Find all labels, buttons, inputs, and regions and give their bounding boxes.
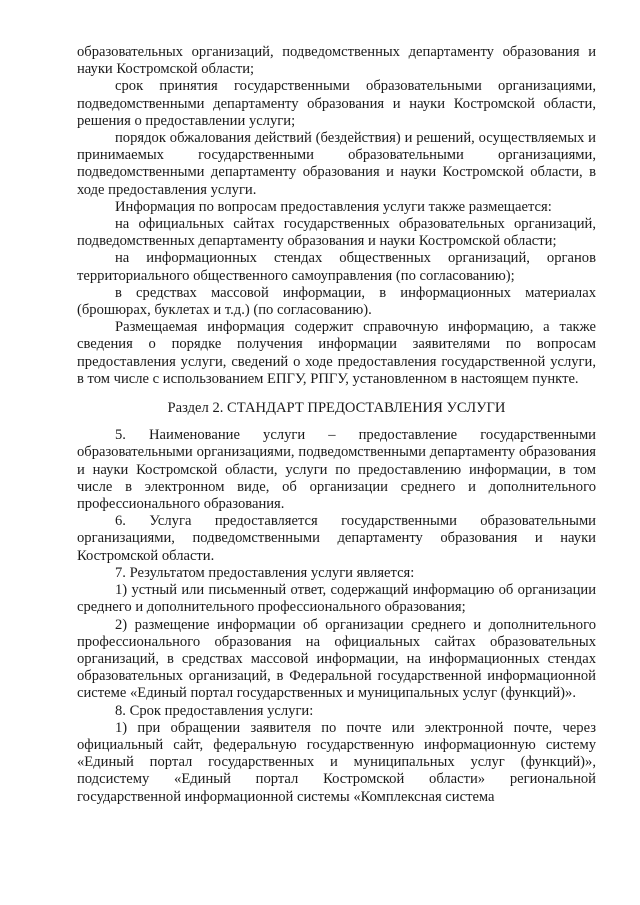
paragraph-decision-term: срок принятия государственными образовательными организациями, подведомственными департаменту образования и науки Костромской области, решения о предоставлении услуги; [77,78,596,129]
paragraph-info-stands: на информационных стендах общественных организаций, органов территориального общественного самоуправления (по согласованию); [77,250,596,284]
paragraph-item-6: 6. Услуга предоставляется государственными образовательными организациями, подведомственными департаменту образования и науки Костромской области. [77,513,596,564]
paragraph-mass-media: в средствах массовой информации, в информационных материалах (брошюрах, буклетах и т.д.) (по согласованию). [77,284,596,319]
paragraph-continued: образовательных организаций, подведомственных департаменту образования и науки Костромской области; [77,44,596,78]
paragraph-item-5: 5. Наименование услуги – предоставление государственными образовательными организациями, подведомственными департаменту образования и науки Костромской области, услуги по предоставлению информации, в том числе в электронном виде, об организации среднего и дополнительного профессионального образования. [77,427,596,513]
section-heading: Раздел 2. СТАНДАРТ ПРЕДОСТАВЛЕНИЯ УСЛУГИ [167,400,506,417]
document-page [77,44,596,806]
paragraph-info-placement: Информация по вопросам предоставления услуги также размещается: [115,198,552,215]
paragraph-item-8: 8. Срок предоставления услуги: [115,702,314,719]
paragraph-item-7-1: 1) устный или письменный ответ, содержащий информацию об организации среднего и дополнительного профессионального образования; [77,582,596,616]
paragraph-official-sites: на официальных сайтах государственных образовательных организаций, подведомственных департаменту образования и науки Костромской области; [77,216,596,250]
paragraph-item-7-2: 2) размещение информации об организации среднего и дополнительного профессионального образования на официальных сайтах образовательных организаций, в средствах массовой информации, на информационных стендах образовательных организаций, в Федеральной государственной информационной системе «Единый портал государственных и муниципальных услуг (функций)». [77,616,596,702]
paragraph-appeal-procedure: порядок обжалования действий (бездействия) и решений, осуществляемых и принимаемых государственными образовательными организациями, подведомственными департаменту образования и науки Костромской области, в ходе предоставления услуги. [77,130,596,198]
paragraph-item-8-1: 1) при обращении заявителя по почте или электронной почте, через официальный сайт, федеральную государственную информационную систему «Единый портал государственных и муниципальных услуг (функций)», подсистему «Единый портал Костромской области» региональной государственной информационной системы «Комплексная система [77,719,596,805]
paragraph-reference-info: Размещаемая информация содержит справочную информацию, а также сведения о порядке получения информации заявителями по вопросам предоставления услуги, сведений о ходе предоставления государственной услуги, в том числе с использованием ЕПГУ, РПГУ, установленном в настоящем пункте. [77,319,596,387]
paragraph-item-7: 7. Результатом предоставления услуги является: [115,564,415,581]
